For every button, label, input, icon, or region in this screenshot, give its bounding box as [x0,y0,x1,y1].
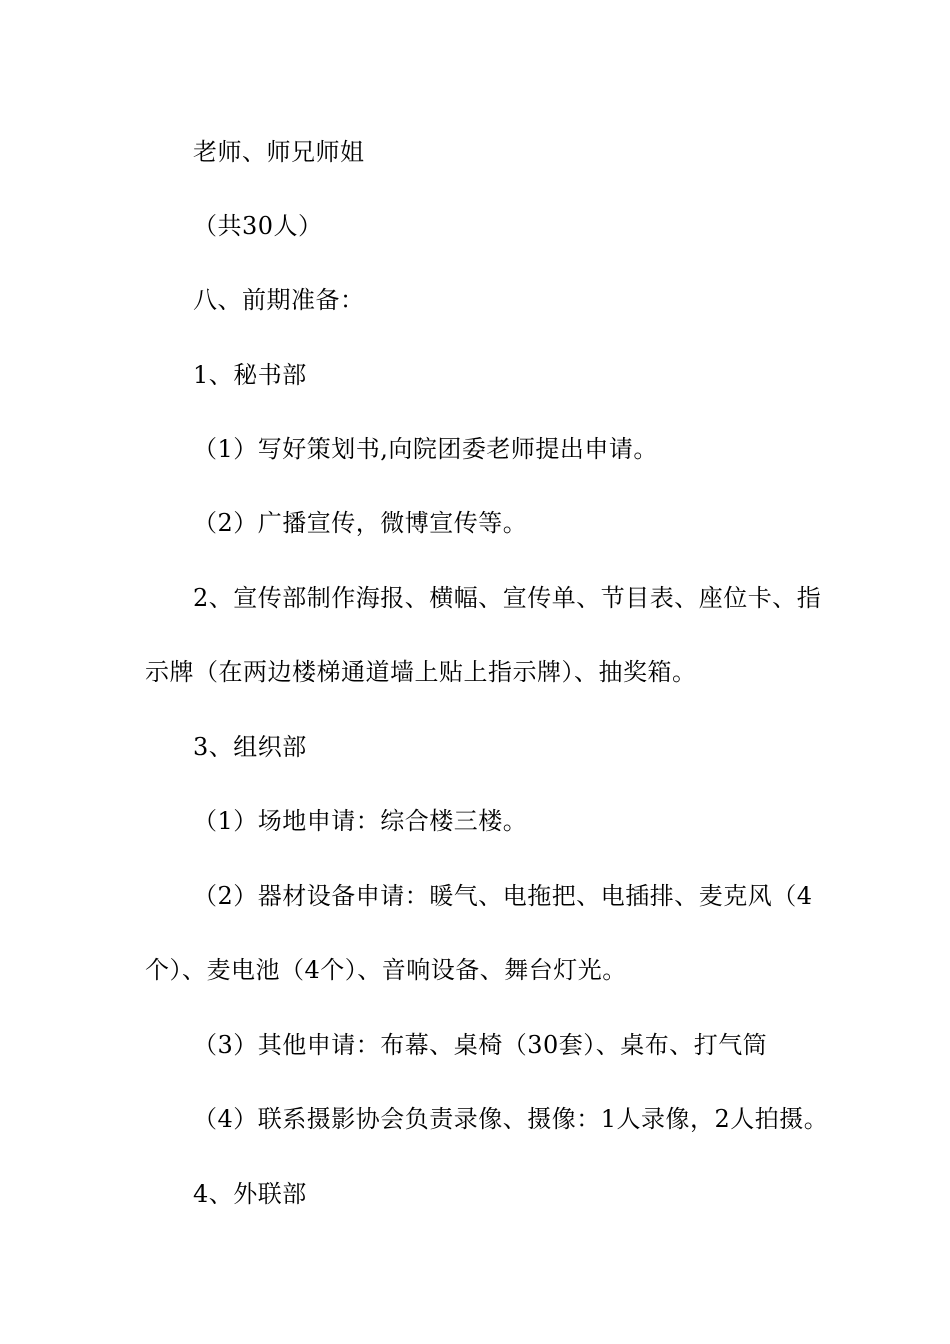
subsection-heading: 1、秘书部 [193,361,307,389]
paragraph-line: 示牌（在两边楼梯通道墙上贴上指示牌）、抽奖箱。 [145,658,697,686]
text-line: 老师、师兄师姐 [193,138,365,166]
subsection-heading: 3、组织部 [193,733,307,761]
list-item: （1）写好策划书,向院团委老师提出申请。 [193,435,658,463]
list-item: （2）器材设备申请：暖气、电拖把、电插排、麦克风（4 [193,882,813,910]
text-line: （共30人） [193,212,323,240]
list-item: （2）广播宣传，微博宣传等。 [193,509,528,537]
list-item: （4）联系摄影协会负责录像、摄像：1人录像，2人拍摄。 [193,1105,829,1133]
paragraph-line: 2、宣传部制作海报、横幅、宣传单、节目表、座位卡、指 [193,584,822,612]
list-item-continuation: 个）、麦电池（4个）、音响设备、舞台灯光。 [145,956,627,984]
subsection-heading: 4、外联部 [193,1180,307,1208]
list-item: （3）其他申请：布幕、桌椅（30套）、桌布、打气筒 [193,1031,768,1059]
list-item: （1）场地申请：综合楼三楼。 [193,807,528,835]
section-heading: 八、前期准备： [193,286,365,314]
